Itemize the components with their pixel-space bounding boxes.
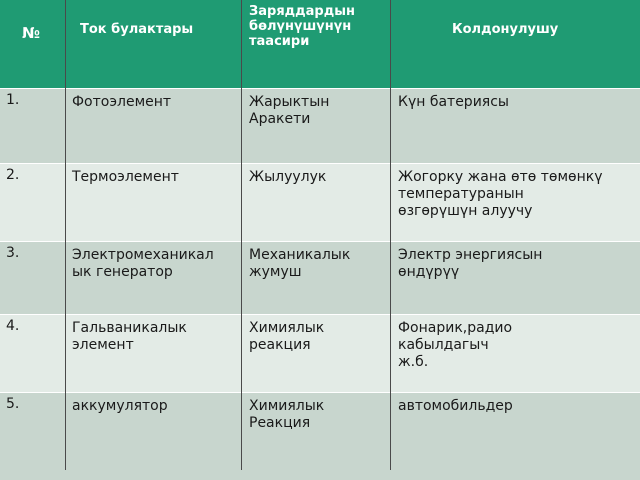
- column-divider: [241, 0, 242, 470]
- row-number: 5.: [6, 396, 20, 412]
- row-number: 3.: [6, 245, 20, 261]
- header-usage: Колдонулушу: [452, 22, 559, 37]
- row-number: 1.: [6, 92, 20, 108]
- row-usage: Жогорку жана өтө төмөнкү температуранын өзгөрүшүн алуучу: [398, 169, 603, 219]
- row-number: 4.: [6, 318, 20, 334]
- table-row: [0, 163, 640, 241]
- row-source: аккумулятор: [72, 398, 168, 414]
- row-source: Термоэлемент: [72, 169, 179, 185]
- header-separation: Заряддардын бөлүнүшүнүн таасири: [249, 4, 355, 49]
- row-separation: Химиялык Реакция: [249, 398, 325, 431]
- header-source: Ток булактары: [80, 22, 194, 37]
- row-separation: Жылуулук: [249, 169, 327, 185]
- row-divider: [0, 88, 640, 89]
- row-source: Гальваникалык элемент: [72, 320, 187, 353]
- table-row: [0, 392, 640, 480]
- table-row: [0, 314, 640, 392]
- column-divider: [390, 0, 391, 470]
- row-separation: Механикалык жумуш: [249, 247, 351, 280]
- table-row: [0, 241, 640, 314]
- row-separation: Жарыктын Аракети: [249, 94, 330, 127]
- row-divider: [0, 163, 640, 164]
- row-usage: Күн батериясы: [398, 94, 509, 110]
- row-usage: Фонарик,радио кабылдагыч ж.б.: [398, 320, 513, 370]
- row-separation: Химиялык реакция: [249, 320, 325, 353]
- header-number: №: [22, 24, 41, 42]
- row-divider: [0, 392, 640, 393]
- row-divider: [0, 241, 640, 242]
- row-number: 2.: [6, 167, 20, 183]
- row-source: Электромеханикал ык генератор: [72, 247, 214, 280]
- table-row: [0, 88, 640, 163]
- row-usage: автомобильдер: [398, 398, 513, 414]
- column-divider: [65, 0, 66, 470]
- row-divider: [0, 314, 640, 315]
- row-usage: Электр энергиясын өндүрүү: [398, 247, 543, 280]
- table-header-row: [0, 0, 640, 88]
- row-source: Фотоэлемент: [72, 94, 172, 110]
